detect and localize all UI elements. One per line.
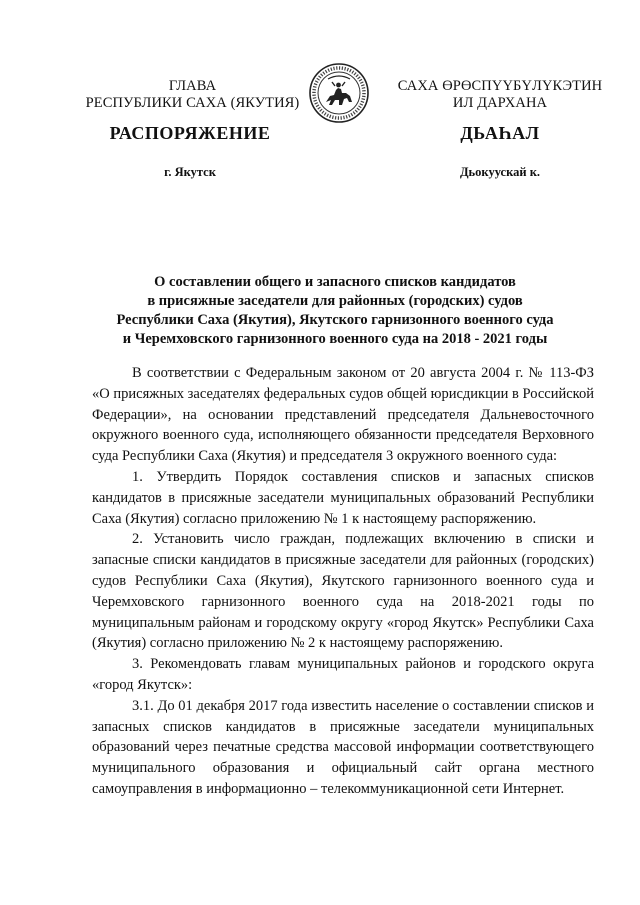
document-title bbox=[80, 273, 590, 349]
doc-type-yakut: ДЬАҺАЛ bbox=[460, 123, 540, 143]
city-russian: г. Якутск bbox=[164, 165, 216, 179]
document-body bbox=[92, 363, 594, 800]
paragraph-intro: В соответствии с Федеральным законом от 20 августа 2004 г. № 113-ФЗ «О присяжных заседателях федеральных судов общей юрисдикции в Российской Федерации», на основании представлений председателя Дальневосточного окружного военного суда, исполняющего обязанности председателя Верховного суда Республики Саха (Якутия) и председателя 3 окружного военного суда: bbox=[92, 365, 594, 465]
title-line: Республики Саха (Якутия), Якутского гарнизонного военного суда bbox=[116, 312, 554, 328]
title-line: в присяжные заседатели для районных (городских) судов bbox=[147, 293, 523, 309]
header-right-block bbox=[380, 78, 620, 112]
paragraph-2: 2. Установить число граждан, подлежащих включению в списки и запасные списки кандидатов в присяжные заседатели для районных (городских) судов Республики Саха (Якутия), Якутского гарнизонного военного суда и Черемховского гарнизонного военного суда на 2018-2021 годы по муниципальным районам и городскому округу «город Якутск» Республики Саха (Якутия) согласно приложению № 2 к настоящему распоряжению. bbox=[92, 531, 594, 652]
header-left-line1: ГЛАВА bbox=[168, 78, 217, 94]
paragraph-3-1: 3.1. До 01 декабря 2017 года известить население о составлении списков и запасных списков кандидатов в присяжные заседатели муниципальных образований через печатные средства массовой информации соответствующего муниципального образования и официальный сайт органа местного самоуправления в информационно – телекоммуникационной сети Интернет. bbox=[92, 697, 594, 797]
header-right-line2: ИЛ ДАРХАНА bbox=[452, 95, 548, 111]
city-yakut: Дьокуускай к. bbox=[459, 165, 541, 179]
title-line: и Черемховского гарнизонного военного суда на 2018 - 2021 годы bbox=[122, 331, 548, 347]
header-right-line1: САХА ӨРӨСПҮҮБҮЛҮКЭТИН bbox=[397, 78, 603, 94]
title-line: О составлении общего и запасного списков кандидатов bbox=[154, 274, 516, 290]
paragraph-3: 3. Рекомендовать главам муниципальных районов и городского округа «город Якутск»: bbox=[92, 656, 594, 693]
paragraph-1: 1. Утвердить Порядок составления списков и запасных списков кандидатов в присяжные заседатели муниципальных образований Республики Саха (Якутия) согласно приложению № 1 к настоящему распоряжению. bbox=[92, 468, 594, 527]
coat-of-arms-icon bbox=[308, 62, 370, 124]
header-left-line2: РЕСПУБЛИКИ САХА (ЯКУТИЯ) bbox=[85, 95, 300, 111]
header-left-block bbox=[70, 78, 315, 112]
doc-type-russian: РАСПОРЯЖЕНИЕ bbox=[109, 123, 271, 143]
